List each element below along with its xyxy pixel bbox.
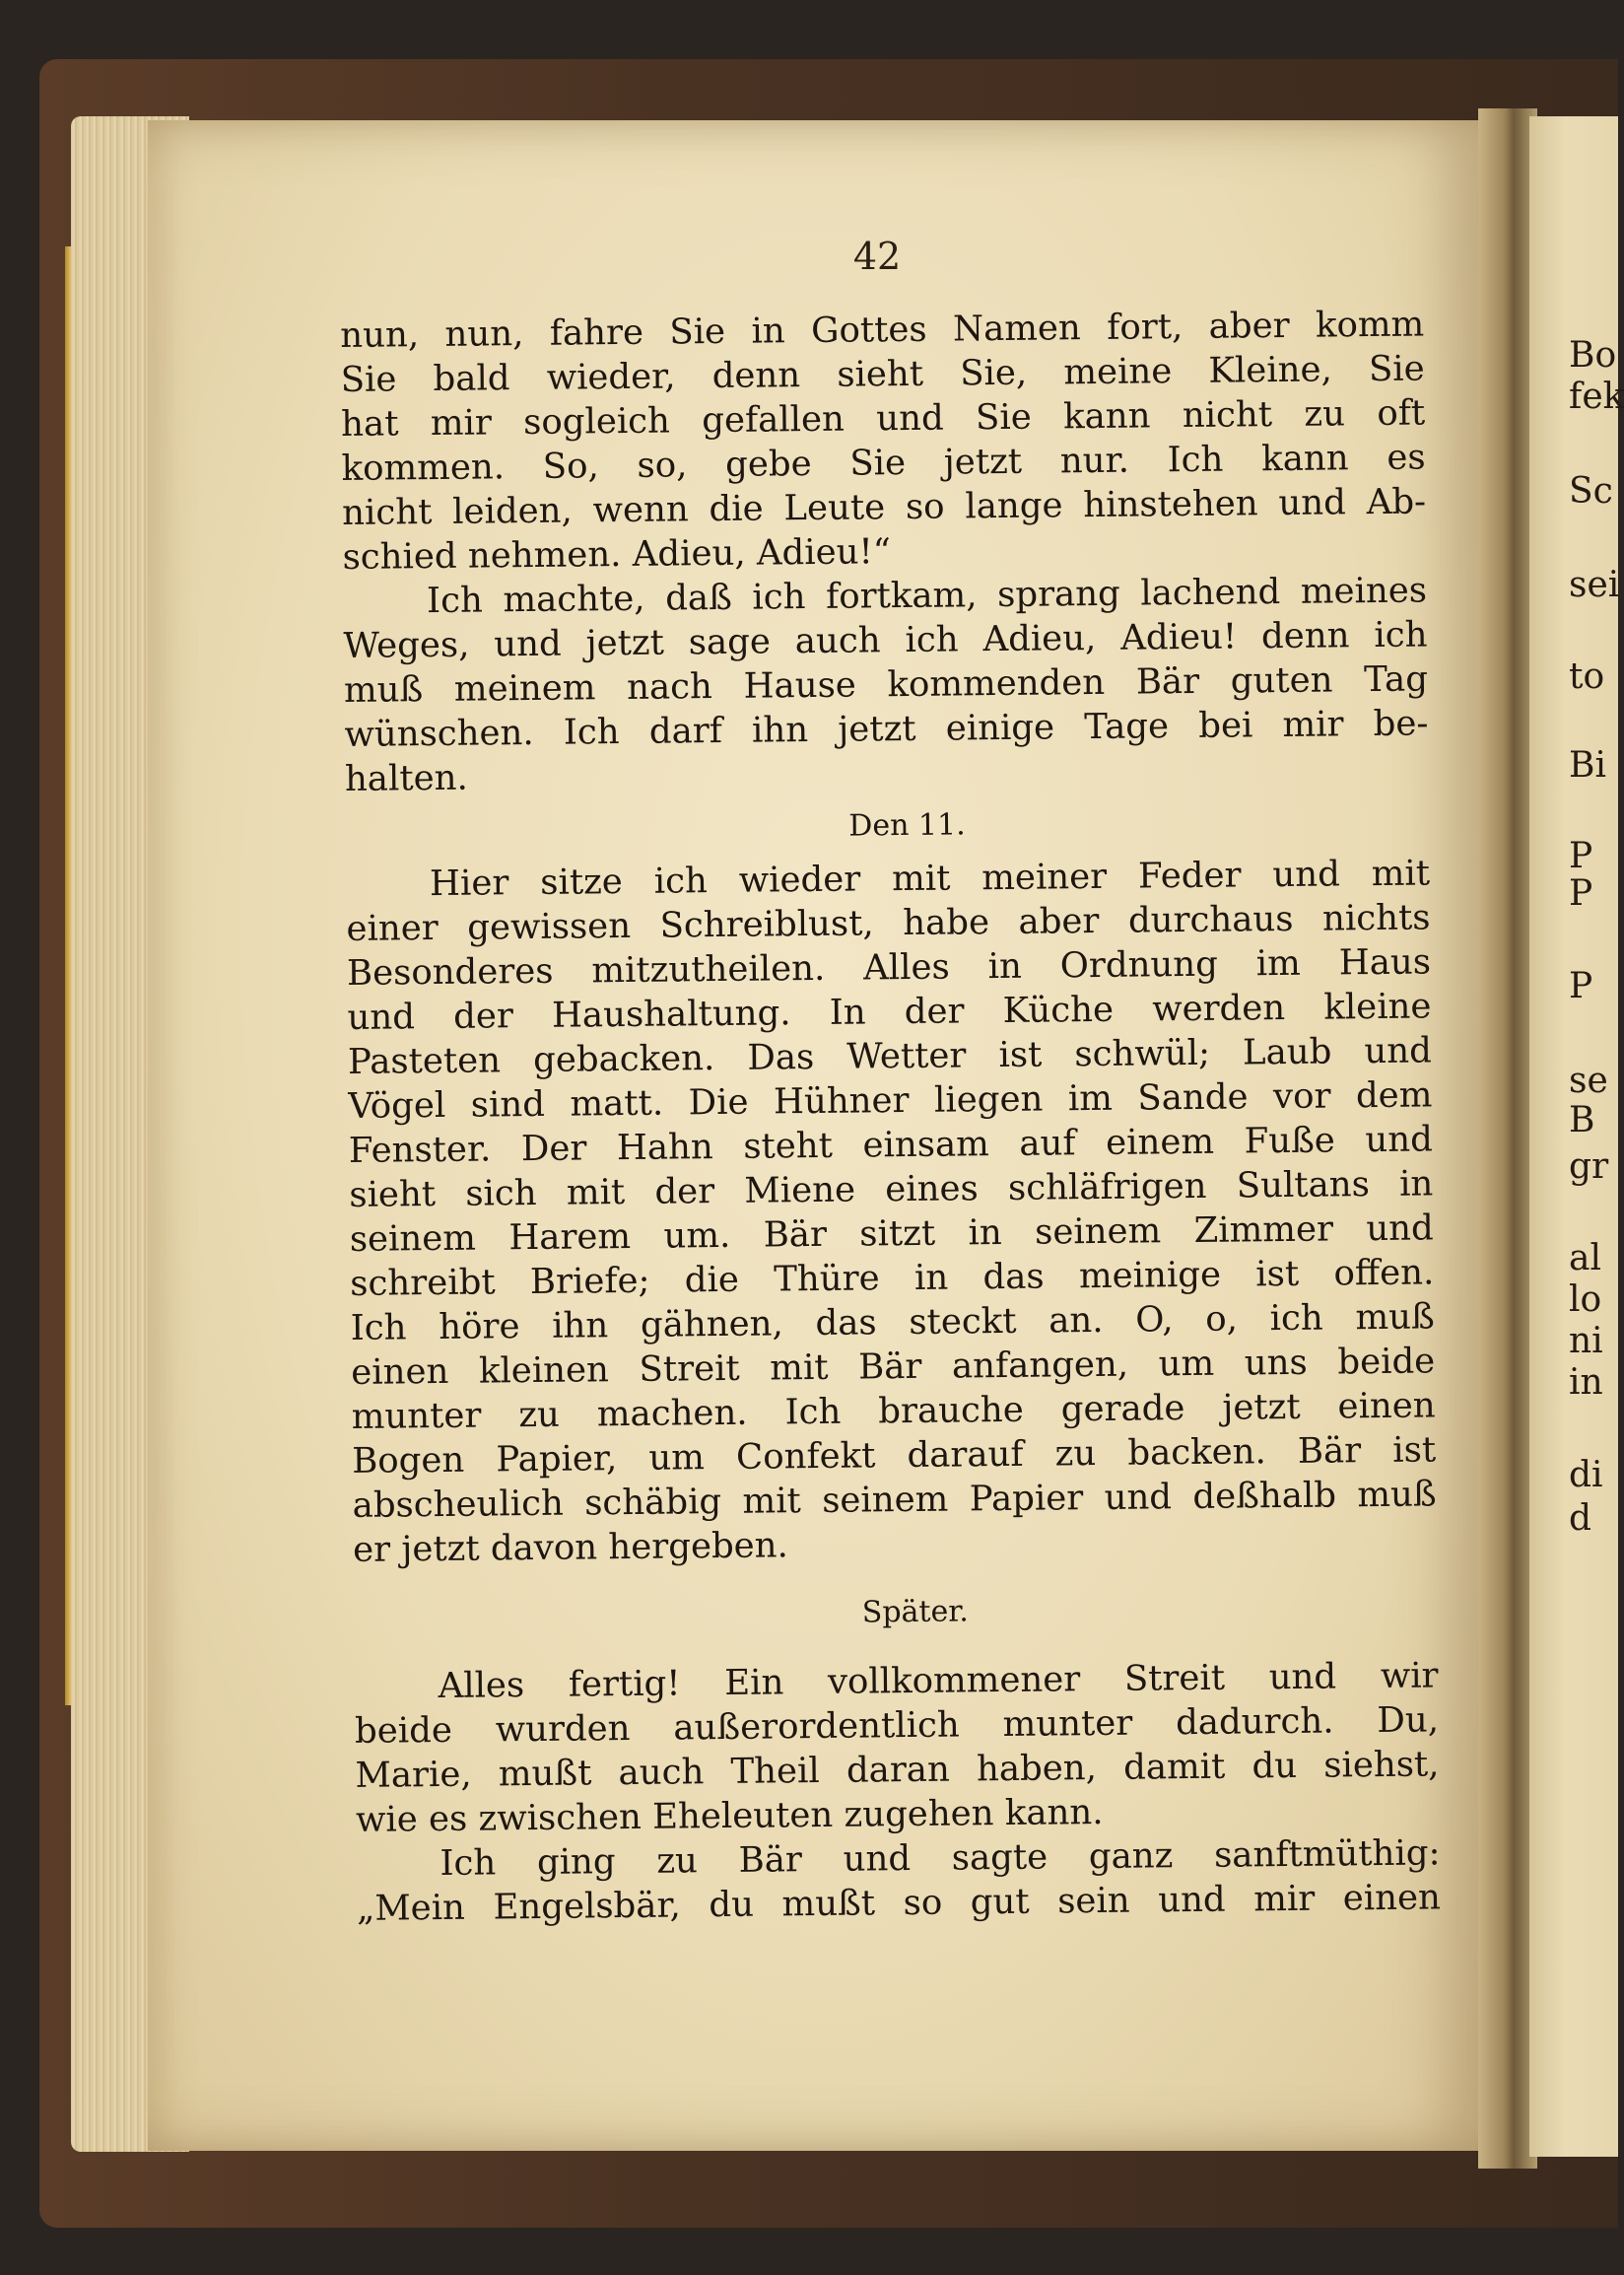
text-line: Fenster. Der Hahn steht einsam auf einem Fuße und: [348, 1119, 1434, 1171]
paragraph: [346, 851, 1437, 1571]
text-line: Vögel sind matt. Die Hühner liegen im Sande vor dem: [348, 1074, 1433, 1127]
paragraph: [340, 302, 1427, 580]
next-page-text: Sc: [1569, 471, 1613, 512]
paragraph: [356, 1830, 1441, 1931]
paragraph: [354, 1653, 1440, 1842]
text-line: seinem Harem um. Bär sitzt in seinem Zimmer und: [349, 1207, 1434, 1260]
text-line: schreibt Briefe; die Thüre in das meinige ist offen.: [350, 1252, 1435, 1304]
text-line: abscheulich schäbig mit seinem Papier und deßhalb muß: [352, 1474, 1437, 1526]
text-line: munter zu machen. Ich brauche gerade jetzt einen: [351, 1385, 1436, 1437]
text-line: Marie, mußt auch Theil daran haben, damit du siehst,: [355, 1744, 1440, 1796]
next-page-text: d: [1569, 1498, 1592, 1539]
next-page-text: Bi: [1569, 745, 1606, 786]
text-line: wünschen. Ich darf ihn jetzt einige Tage bei mir be-: [344, 703, 1429, 755]
text-line: und der Haushaltung. In der Küche werden kleine: [347, 986, 1432, 1038]
text-line: nun, nun, fahre Sie in Gottes Namen fort, aber komm: [340, 304, 1425, 356]
text-line: nicht leiden, wenn die Leute so lange hinstehen und Ab-: [341, 481, 1427, 533]
next-page-text: sei: [1569, 565, 1620, 605]
text-line: einer gewissen Schreiblust, habe aber durchaus nichts: [346, 897, 1431, 949]
next-page-text: lo: [1569, 1279, 1602, 1320]
paragraph: [343, 568, 1429, 801]
next-page-text: P: [1569, 873, 1593, 914]
text-line: Ich ging zu Bär und sagte ganz sanftmüthig:: [440, 1832, 1441, 1885]
text-line: kommen. So, so, gebe Sie jetzt nur. Ich kann es: [341, 437, 1426, 489]
text-line: Ich machte, daß ich fortkam, sprang lachend meines: [426, 570, 1428, 622]
section-heading: Später.: [861, 1594, 970, 1630]
text-line: einen kleinen Streit mit Bär anfangen, um uns beide: [351, 1341, 1436, 1393]
text-line: sieht sich mit der Miene eines schläfrigen Sultans in: [349, 1163, 1434, 1215]
next-page-text: B: [1569, 1100, 1595, 1140]
page-text: [340, 302, 1441, 1930]
text-line: Ich höre ihn gähnen, das steckt an. O, o, ich muß: [350, 1296, 1435, 1348]
text-line: schied nehmen. Adieu, Adieu!“: [342, 531, 892, 578]
text-line: hat mir sogleich gefallen und Sie kann nicht zu oft: [340, 392, 1426, 445]
next-page-text: Bo: [1569, 335, 1617, 376]
right-page-fragment: [1529, 116, 1624, 2157]
text-line: halten.: [344, 757, 468, 799]
page-number: 42: [852, 235, 902, 278]
next-page-text: se: [1569, 1061, 1608, 1101]
text-line: Alles fertig! Ein vollkommener Streit und wir: [438, 1655, 1439, 1707]
text-line: Bogen Papier, um Confekt darauf zu backen. Bär ist: [351, 1429, 1437, 1482]
next-page-text: P: [1569, 966, 1593, 1006]
text-line: er jetzt davon hergeben.: [352, 1525, 789, 1570]
text-line: „Mein Engelsbär, du mußt so gut sein und mir einen: [356, 1877, 1442, 1929]
text-line: Pasteten gebacken. Das Wetter ist schwül; Laub und: [347, 1030, 1433, 1082]
next-page-text: al: [1569, 1238, 1601, 1278]
text-line: Besonderes mitzutheilen. Alles in Ordnung im Haus: [346, 941, 1432, 994]
next-page-text: di: [1569, 1455, 1603, 1495]
next-page-text: P: [1569, 836, 1593, 876]
next-page-text: to: [1569, 656, 1605, 697]
next-page-text: in: [1569, 1362, 1603, 1403]
text-line: muß meinem nach Hause kommenden Bär guten Tag: [343, 658, 1429, 711]
date-heading: Den 11.: [848, 807, 966, 844]
text-line: wie es zwischen Eheleuten zugehen kann.: [355, 1791, 1104, 1840]
next-page-text: gr: [1569, 1146, 1609, 1187]
book-gutter: [1478, 108, 1537, 2169]
text-line: Hier sitze ich wieder mit meiner Feder und mit: [429, 853, 1431, 905]
text-line: Sie bald wieder, denn sieht Sie, meine Kleine, Sie: [340, 348, 1425, 400]
text-line: Weges, und jetzt sage auch ich Adieu, Adieu! denn ich: [343, 614, 1428, 666]
next-page-text: fek: [1569, 377, 1624, 417]
text-line: beide wurden außerordentlich munter dadurch. Du,: [354, 1699, 1440, 1752]
next-page-text: ni: [1569, 1321, 1603, 1361]
